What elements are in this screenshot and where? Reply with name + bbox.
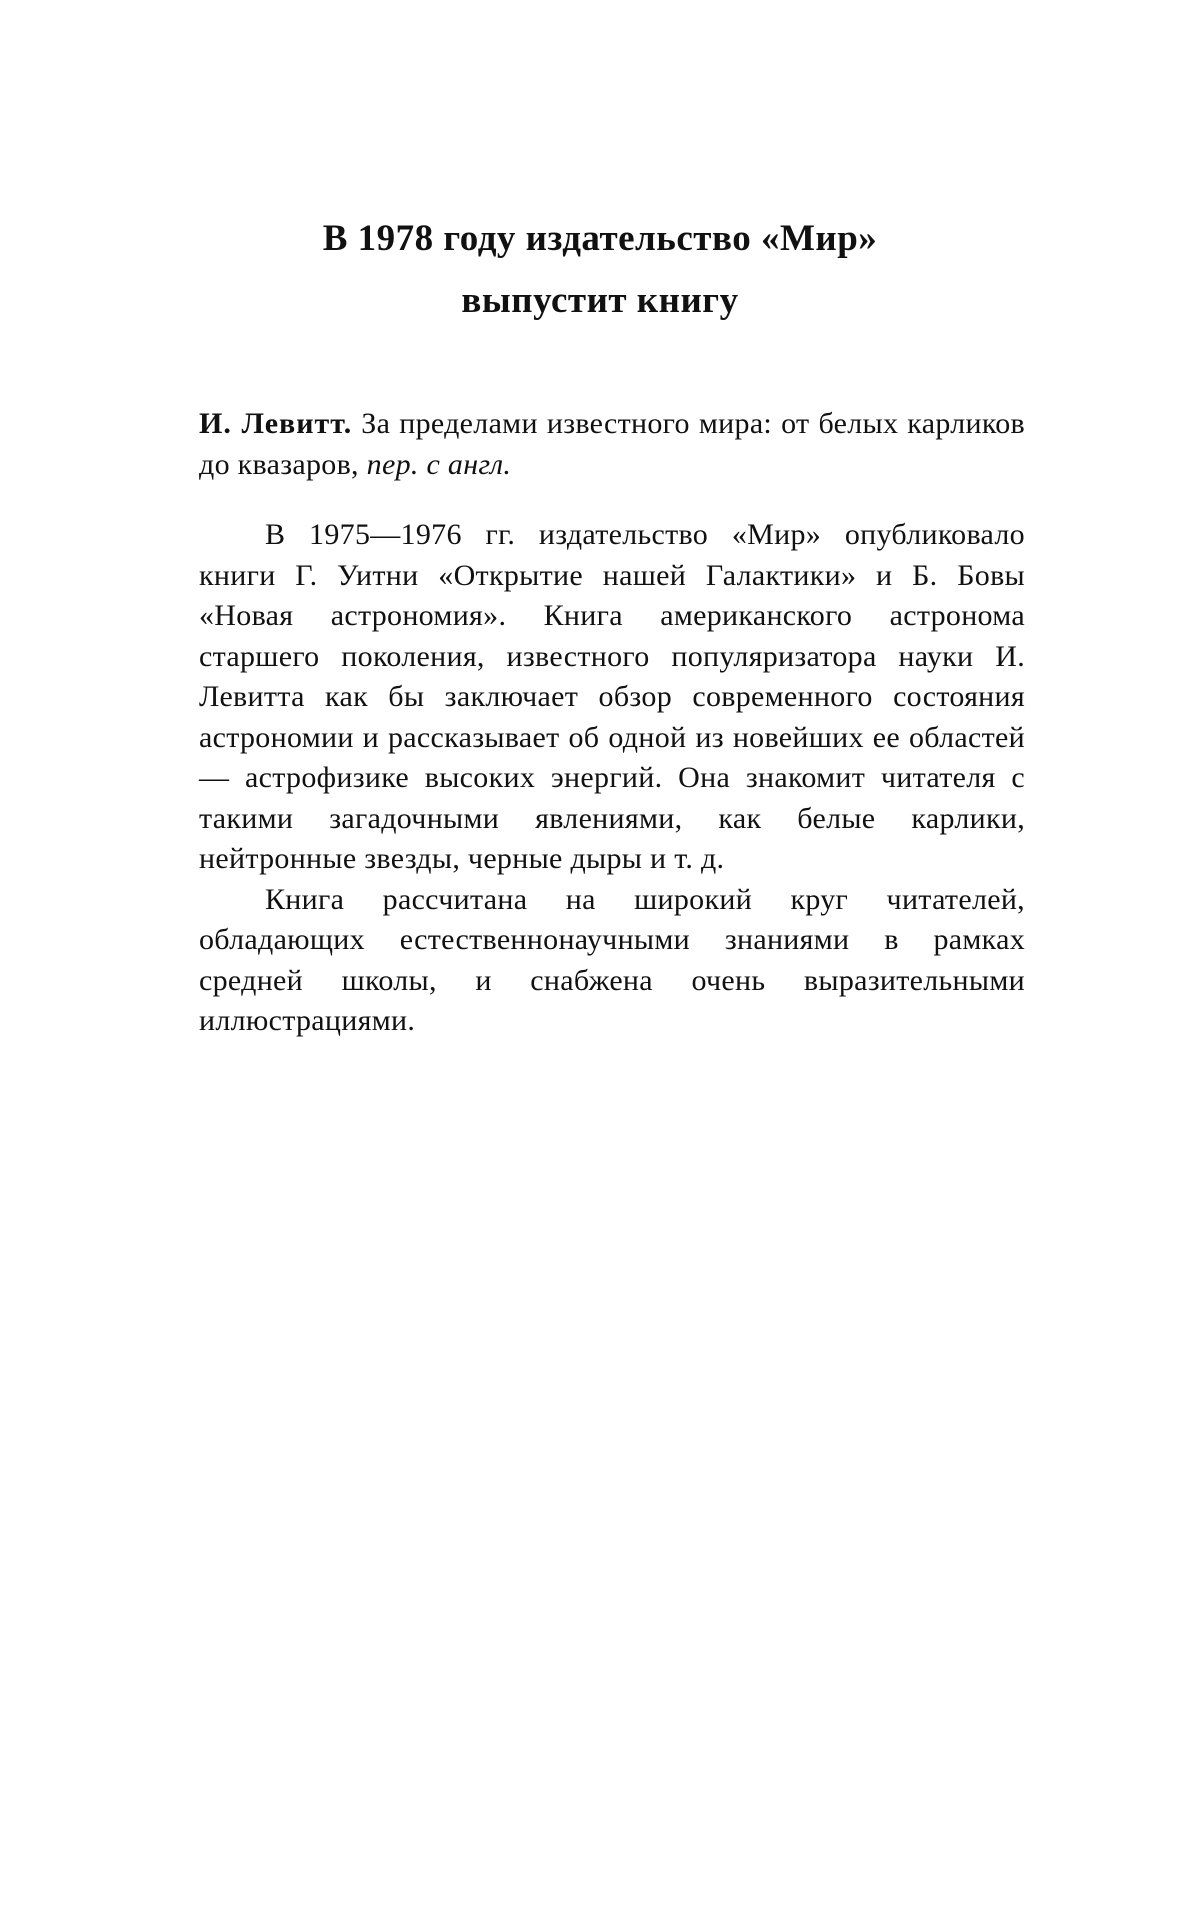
citation-title: За пределами известного мира: от белых карликов до квазаров, xyxy=(199,407,1025,481)
description-paragraph-1: В 1975—1976 гг. издательство «Мир» опубликовало книги Г. Уитни «Открытие нашей Галактики» и Б. Бовы «Новая астрономия». Книга американского астронома старшего поколения, известного популяризатора науки И. Левитта как бы заключает обзор современного состояния астрономии и рассказывает об одной из новейших ее областей — астрофизике высоких энергий. Она знакомит читателя с такими загадочными явлениями, как белые карлики, нейтронные звезды, черные дыры и т. д. xyxy=(199,518,1025,875)
description-paragraph-2: Книга рассчитана на широкий круг читателей, обладающих естественнонаучными знаниями в рамках средней школы, и снабжена очень выразительными иллюстрациями. xyxy=(199,882,1025,1037)
citation-author: И. Левитт. xyxy=(199,407,353,440)
heading-line-2: выпустит книгу xyxy=(461,280,739,321)
heading-line-1: В 1978 году издательство «Мир» xyxy=(322,218,878,259)
citation-translation-note: пер. с англ. xyxy=(366,447,512,481)
book-description xyxy=(199,515,1025,1042)
book-citation xyxy=(199,404,1025,485)
announcement-heading xyxy=(200,208,1000,332)
